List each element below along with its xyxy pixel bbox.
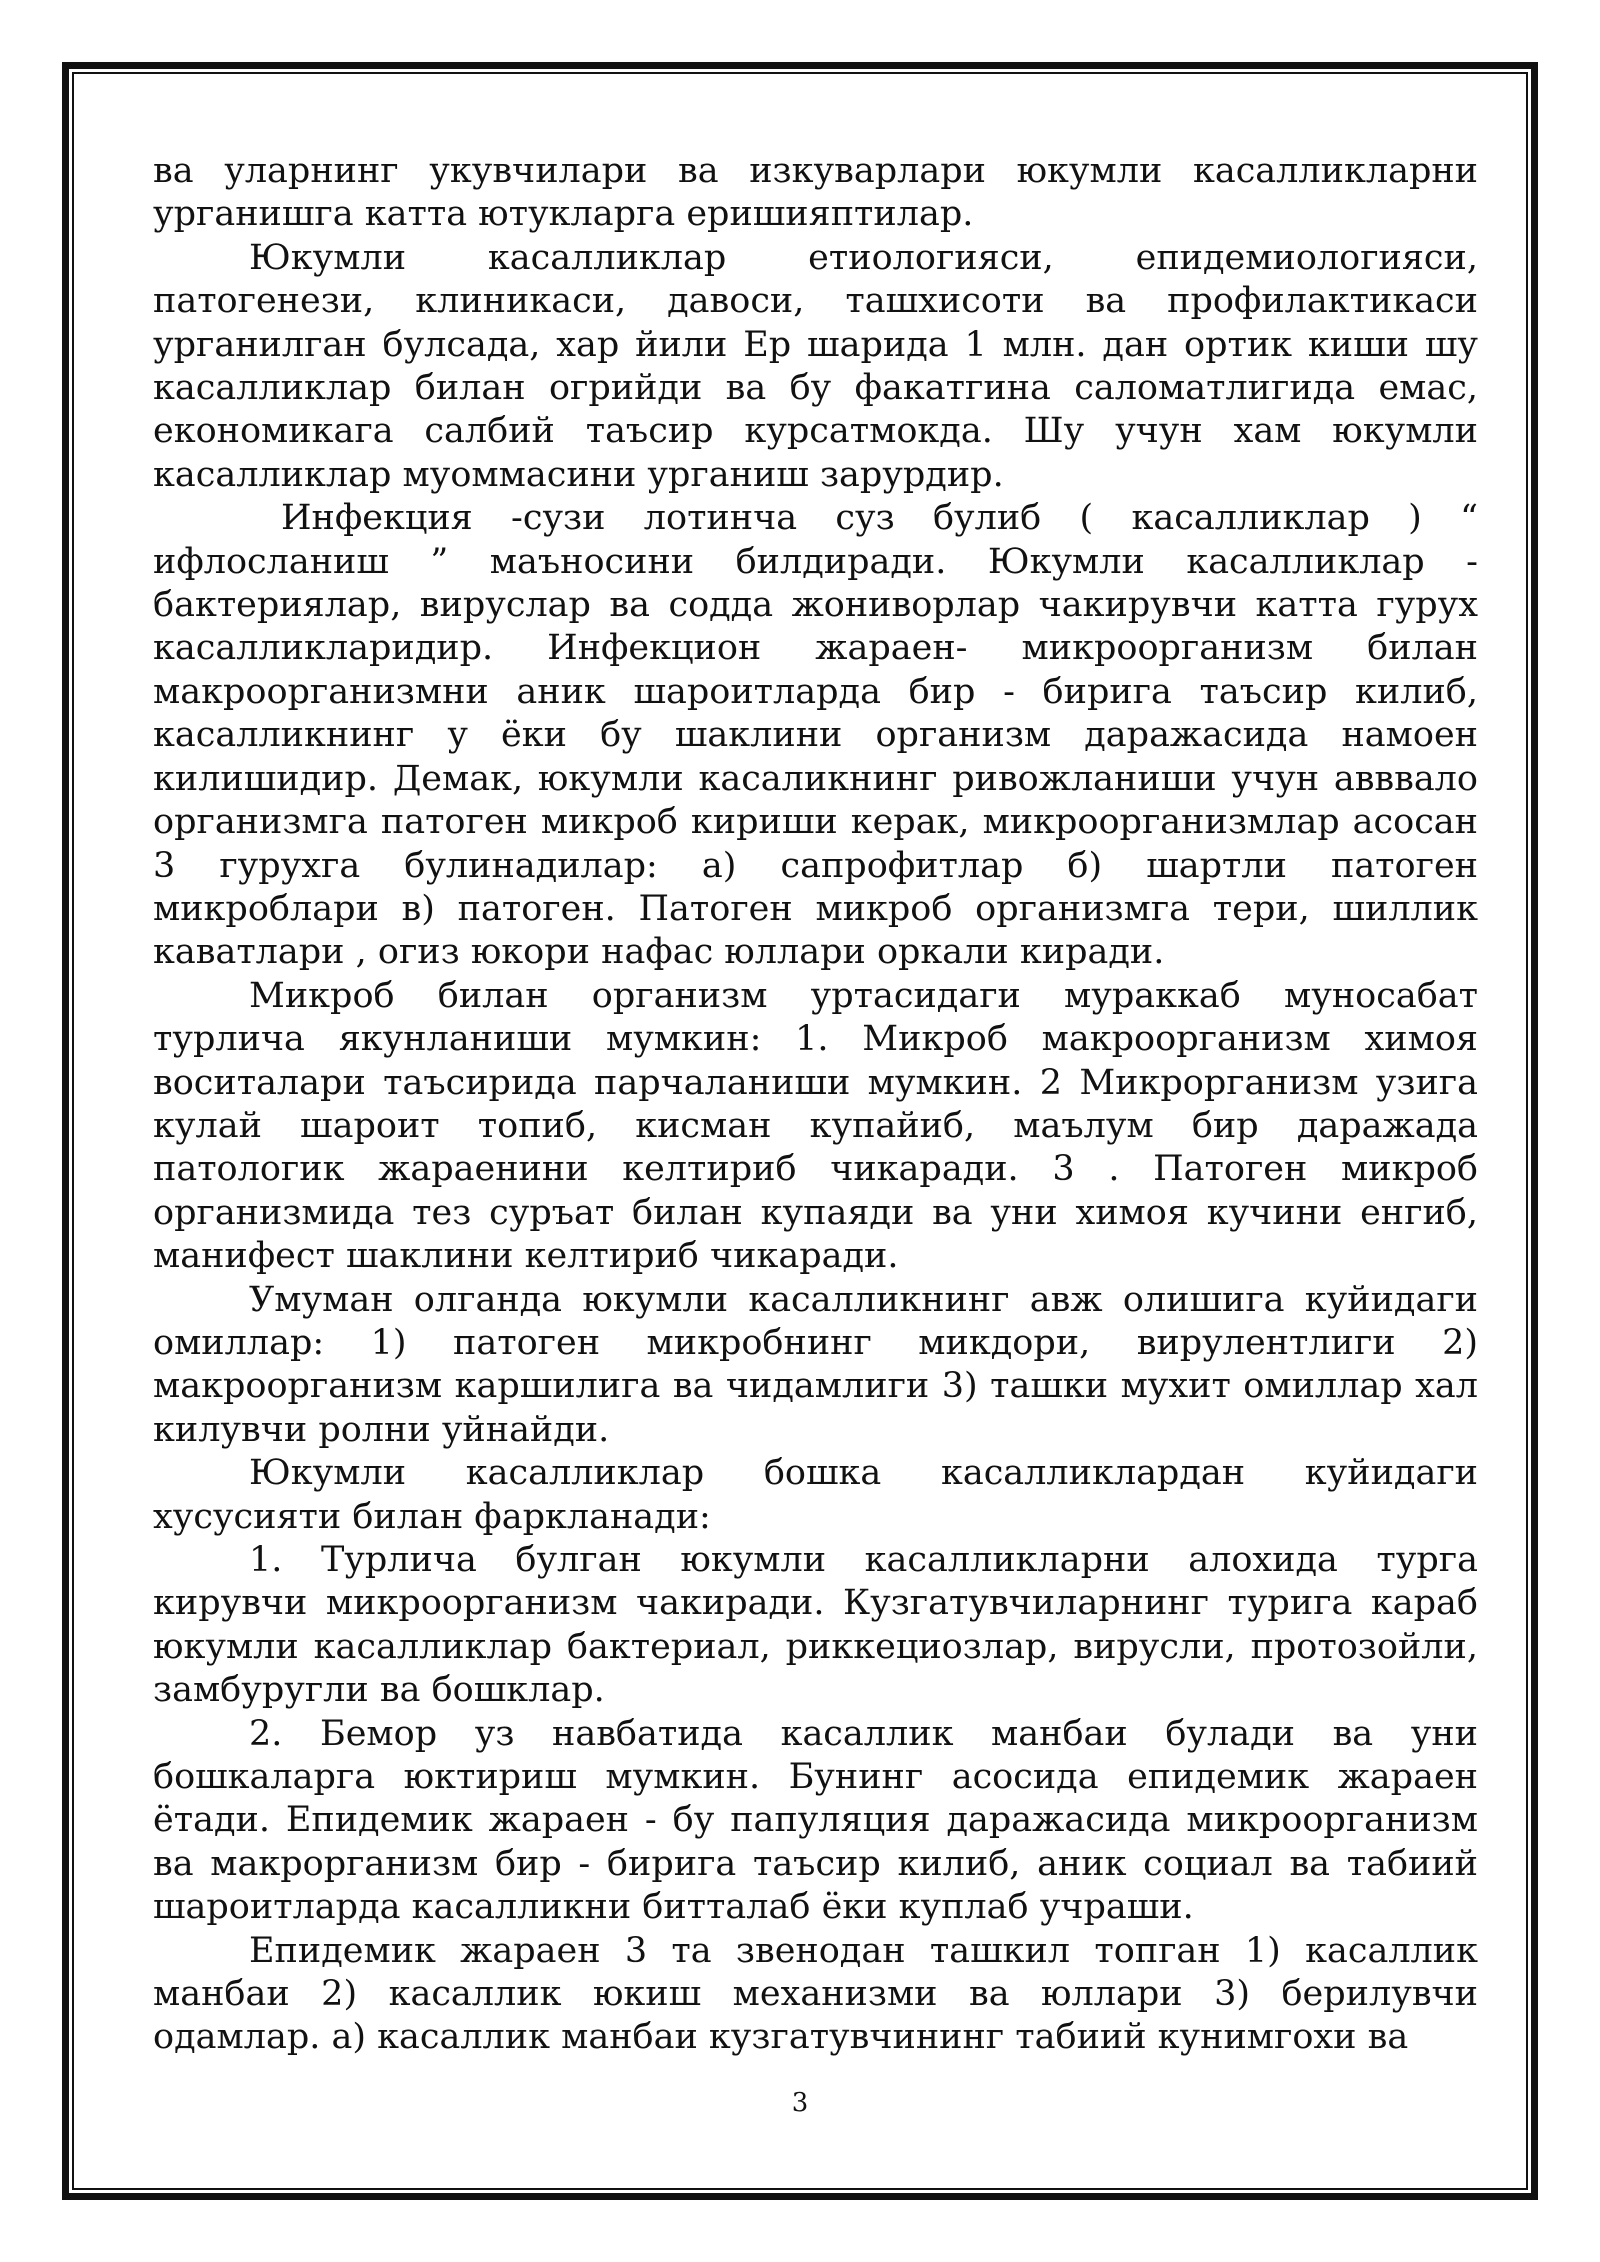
- paragraph-infection-definition: Инфекция -сузи лотинча суз булиб ( касалликлар ) “ ифлосланиш ” маъносини билдиради. Юкумли касалликлар - бактериялар, вируслар ва содда жониворлар чакирувчи катта гурух касалликларидир. Инфекцион жараен- микроорганизм билан макроорганизмни аник шароитларда бир - бирига таъсир килиб, касалликнинг у ёки бу шаклини организм даражасида намоен килишидир. Демак, юкумли касаликнинг ривожланиши учун авввало организмга патоген микроб кириши керак, микроорганизмлар асосан 3 гурухга булинадилар: а) сапрофитлар б) шартли патоген микроблари в) патоген. Патоген микроб организмга тери, шиллик каватлари , огиз юкори нафас юллари оркали киради.: [153, 498, 1478, 973]
- page-number: 3: [791, 2088, 809, 2118]
- paragraph-microbe-organism-relation: Микроб билан организм уртасидаги мураккаб муносабат турлича якунланиши мумкин: 1. Микроб макроорганизм химоя воситалари таъсирида парчаланиши мумкин. 2 Микрорганизм узига кулай шароит топиб, кисман купайиб, маълум бир даражада патологик жараенини келтириб чикаради. 3 . Патоген микроб организмида тез суръат билан купаяди ва уни химоя кучини енгиб, манифест шаклини келтириб чикаради.: [153, 975, 1478, 1277]
- paragraph-infectious-diseases-study: Юкумли касалликлар етиологияси, епидемиологияси, патогенези, клиникаси, давоси, ташхисоти ва профилактикаси урганилган булсада, хар йили Ер шарида 1 млн. дан ортик киши шу касалликлар билан огрийди ва бу факатгина саломатлигида емас, економикага салбий таъсир курсатмокда. Шу учун хам юкумли касалликлар муоммасини урганиш зарурдир.: [153, 237, 1478, 495]
- body-text: [153, 150, 1478, 2060]
- paragraph-factors: Умуман олганда юкумли касалликнинг авж олишига куйидаги омиллар: 1) патоген микробнинг микдори, вирулентлиги 2) макроорганизм каршилига ва чидамлиги 3) ташки мухит омиллар хал килувчи ролни уйнайди.: [153, 1279, 1478, 1450]
- paragraph-features-intro: Юкумли касалликлар бошка касалликлардан куйидаги хусусияти билан фаркланади:: [153, 1453, 1478, 1537]
- paragraph-feature-1: 1. Турлича булган юкумли касалликларни алохида турга кирувчи микроорганизм чакиради. Кузгатувчиларнинг турига караб юкумли касалликлар бактериал, риккециозлар, вирусли, протозойли, замбуругли ва бошклар.: [153, 1540, 1478, 1711]
- paragraph-feature-2: 2. Бемор уз навбатида касаллик манбаи булади ва уни бошкаларга юктириш мумкин. Бунинг асосида епидемик жараен ётади. Епидемик жараен - бу папуляция даражасида микроорганизм ва макрорганизм бир - бирига таъсир килиб, аник социал ва табиий шароитларда касалликни битталаб ёки куплаб учраши.: [153, 1713, 1478, 1928]
- paragraph-epidemic-process: Епидемик жараен 3 та звенодан ташкил топган 1) касаллик манбаи 2) касаллик юкиш механизми ва юллари 3) берилувчи одамлар. а) касаллик манбаи кузгатувчининг табиий кунимгохи ва: [153, 1930, 1478, 2058]
- paragraph-continuation: ва уларнинг укувчилари ва изкуварлари юкумли касалликларни урганишга катта ютукларга еришияптилар.: [153, 151, 1478, 235]
